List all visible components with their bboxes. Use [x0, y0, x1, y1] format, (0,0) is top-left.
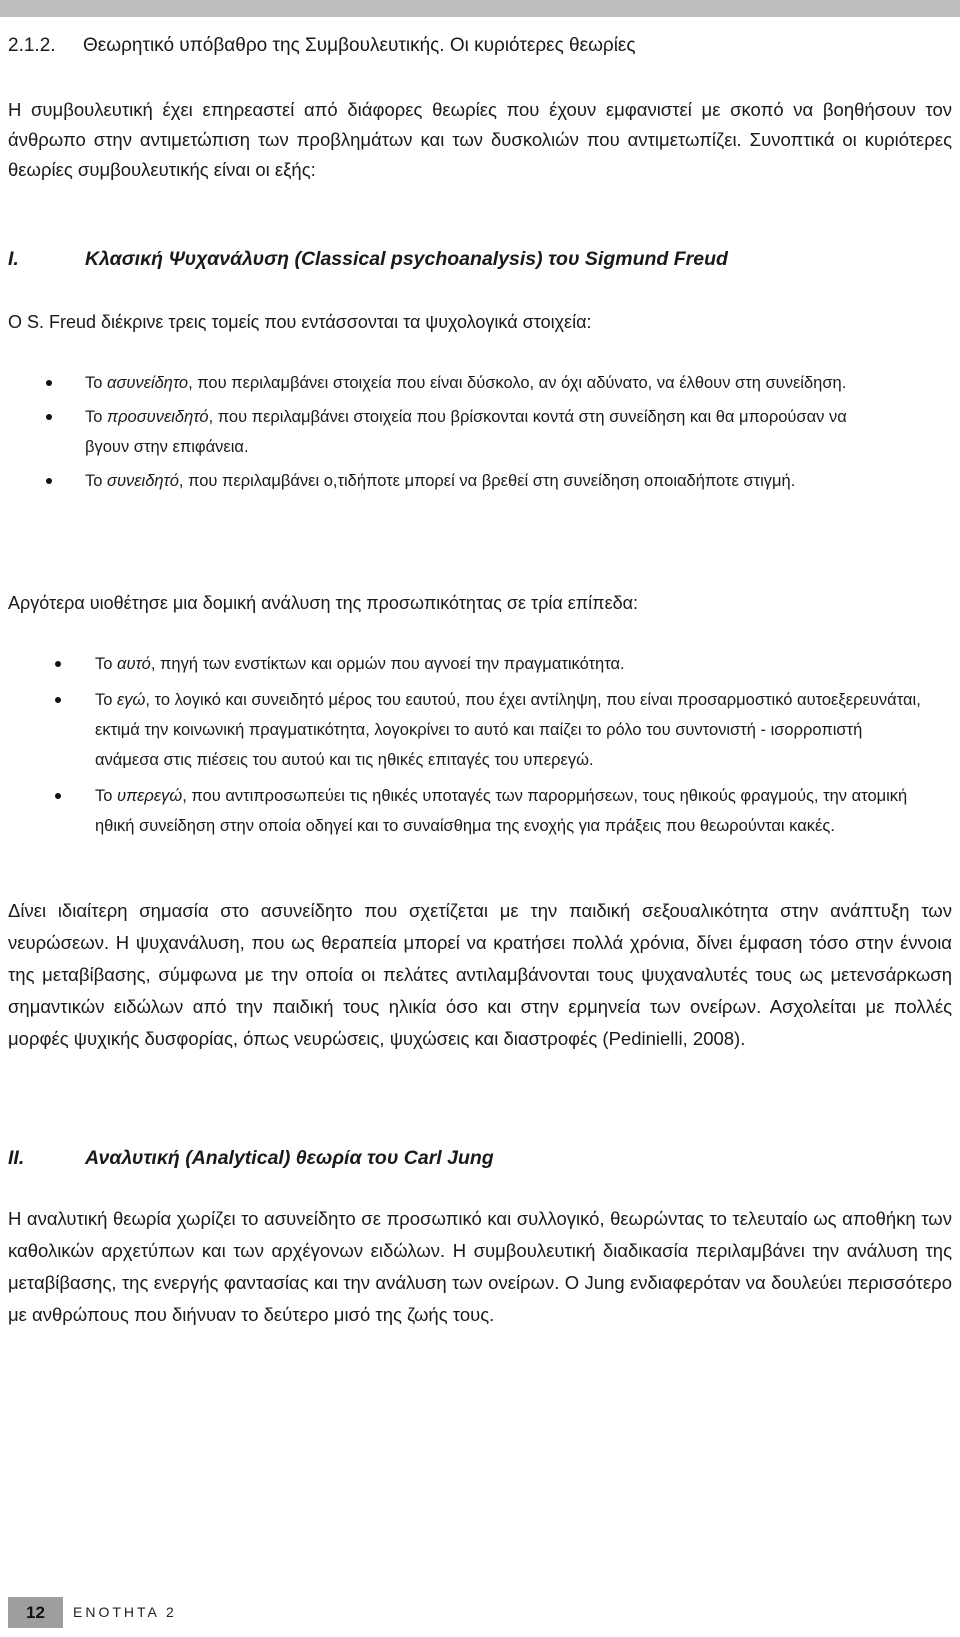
bullet-icon [55, 697, 61, 703]
top-bar [0, 0, 960, 17]
bullet-prefix: Το [95, 787, 118, 805]
page-footer [0, 1597, 960, 1628]
bullet-prefix: Το [85, 472, 108, 490]
bullet-term: εγώ [117, 691, 146, 709]
bullet-text: , πηγή των ενστίκτων και ορμών που αγνοεί την πραγματικότητα. [150, 655, 625, 673]
section2-numeral: II. [8, 1147, 25, 1169]
bullet-text: , το λογικό και συνειδητό μέρος του εαυτού, που έχει αντίληψη, που είναι προσαρμοστικό αυτοεξερευνάται, εκτιμά την κοινωνική πραγματικότητα, λογοκρίνει το αυτό και παίζει το ρόλο του συντονιστή - ισορροπιστή ανάμεσα στις πιέσεις του αυτού και τις ηθικές επιταγές του υπερεγώ. [95, 691, 921, 769]
list-item [0, 649, 930, 679]
bullet-term: προσυνειδητό [107, 408, 209, 426]
page-number: 12 [8, 1597, 63, 1628]
section2-title-text: Αναλυτική (Analytical) θεωρία του Carl Jung [85, 1147, 494, 1169]
section1-title [8, 248, 728, 271]
jung-paragraph: Η αναλυτική θεωρία χωρίζει το ασυνείδητο σε προσωπικό και συλλογικό, θεωρώντας το τελευταίο ως αποθήκη των καθολικών αρχετύπων και των αρχέγονων ειδώλων. Η συμβουλευτική διαδικασία περιλαμβάνει την ανάλυση της μεταβίβασης, της ενεργής φαντασίας και την ανάλυση των ονείρων. Ο Jung ενδιαφερόταν να δουλεύει περισσότερο με ανθρώπους που διήνυαν το δεύτερο μισό της ζωής τους. [8, 1208, 952, 1325]
bullet-text: , που περιλαμβάνει στοιχεία που βρίσκονται κοντά στη συνείδηση και θα μπορούσαν να βγουν στην επιφάνεια. [85, 408, 847, 456]
bullet-term: ασυνείδητο [107, 374, 189, 392]
section1-title-text: Κλασική Ψυχανάλυση (Classical psychoanalysis) του Sigmund Freud [85, 248, 728, 270]
bullet-prefix: Το [95, 655, 118, 673]
section-label: ΕΝΟΤΗΤΑ 2 [73, 1604, 177, 1620]
bullet-icon [55, 661, 61, 667]
personality-levels-list [0, 649, 930, 847]
bullet-text: , που περιλαμβάνει στοιχεία που είναι δύσκολο, αν όχι αδύνατο, να έλθουν στη συνείδηση. [188, 374, 847, 392]
heading-title: Θεωρητικό υπόβαθρο της Συμβουλευτικής. Οι κυριότερες θεωρίες [83, 35, 636, 56]
intro-paragraph: Η συμβουλευτική έχει επηρεαστεί από διάφορες θεωρίες που έχουν εμφανιστεί με σκοπό να βοηθήσουν τον άνθρωπο στην αντιμετώπιση των προβλημάτων και των δυσκολιών που αντιμετωπίζει. Συνοπτικά οι κυριότερες θεωρίες συμβουλευτικής είναι οι εξής: [8, 99, 952, 180]
list-item [0, 685, 930, 775]
bullet-text: , που περιλαμβάνει ο,τιδήποτε μπορεί να βρεθεί στη συνείδηση οποιαδήποτε στιγμή. [178, 472, 796, 490]
bullet-icon [46, 414, 52, 420]
structural-analysis-intro: Αργότερα υιοθέτησε μια δομική ανάλυση της προσωπικότητας σε τρία επίπεδα: [8, 593, 639, 613]
bullet-icon [46, 380, 52, 386]
list-item [0, 466, 860, 496]
bullet-term: υπερεγώ [117, 787, 183, 805]
heading-number: 2.1.2. [8, 35, 56, 56]
section1-intro: Ο S. Freud διέκρινε τρεις τομείς που εντάσσονται τα ψυχολογικά στοιχεία: [8, 312, 592, 332]
section-heading [8, 35, 636, 57]
bullet-prefix: Το [95, 691, 118, 709]
freud-domains-list [0, 368, 860, 500]
list-item [0, 368, 860, 398]
list-item [0, 402, 860, 462]
bullet-prefix: Το [85, 408, 108, 426]
bullet-icon [46, 478, 52, 484]
list-item [0, 781, 930, 841]
freud-closing-paragraph: Δίνει ιδιαίτερη σημασία στο ασυνείδητο που σχετίζεται με την παιδική σεξουαλικότητα στην ανάπτυξη των νευρώσεων. Η ψυχανάλυση, που ως θεραπεία μπορεί να κρατήσει πολλά χρόνια, δίνει έμφαση τόσο στην έννοια της μεταβίβασης, σύμφωνα με την οποία οι πελάτες αντιλαμβάνονται τους ψυχαναλυτές τους ως μετενσάρκωση σημαντικών ειδώλων από την παιδική τους ηλικία όσο και στην ερμηνεία των ονείρων. Ασχολείται με πολλές μορφές ψυχικής δυσφορίας, όπως νευρώσεις, ψυχώσεις και διαστροφές (Pedinielli, 2008). [8, 900, 952, 1049]
bullet-term: συνειδητό [107, 472, 179, 490]
section1-numeral: I. [8, 248, 19, 270]
bullet-term: αυτό [117, 655, 151, 673]
section2-title [8, 1147, 494, 1170]
bullet-icon [55, 793, 61, 799]
bullet-text: , που αντιπροσωπεύει τις ηθικές υποταγές των παρορμήσεων, τους ηθικούς φραγμούς, την ατομική ηθική συνείδηση στην οποία οδηγεί και το συναίσθημα της ενοχής για πράξεις που θεωρούνται κακές. [95, 787, 908, 835]
bullet-prefix: Το [85, 374, 108, 392]
